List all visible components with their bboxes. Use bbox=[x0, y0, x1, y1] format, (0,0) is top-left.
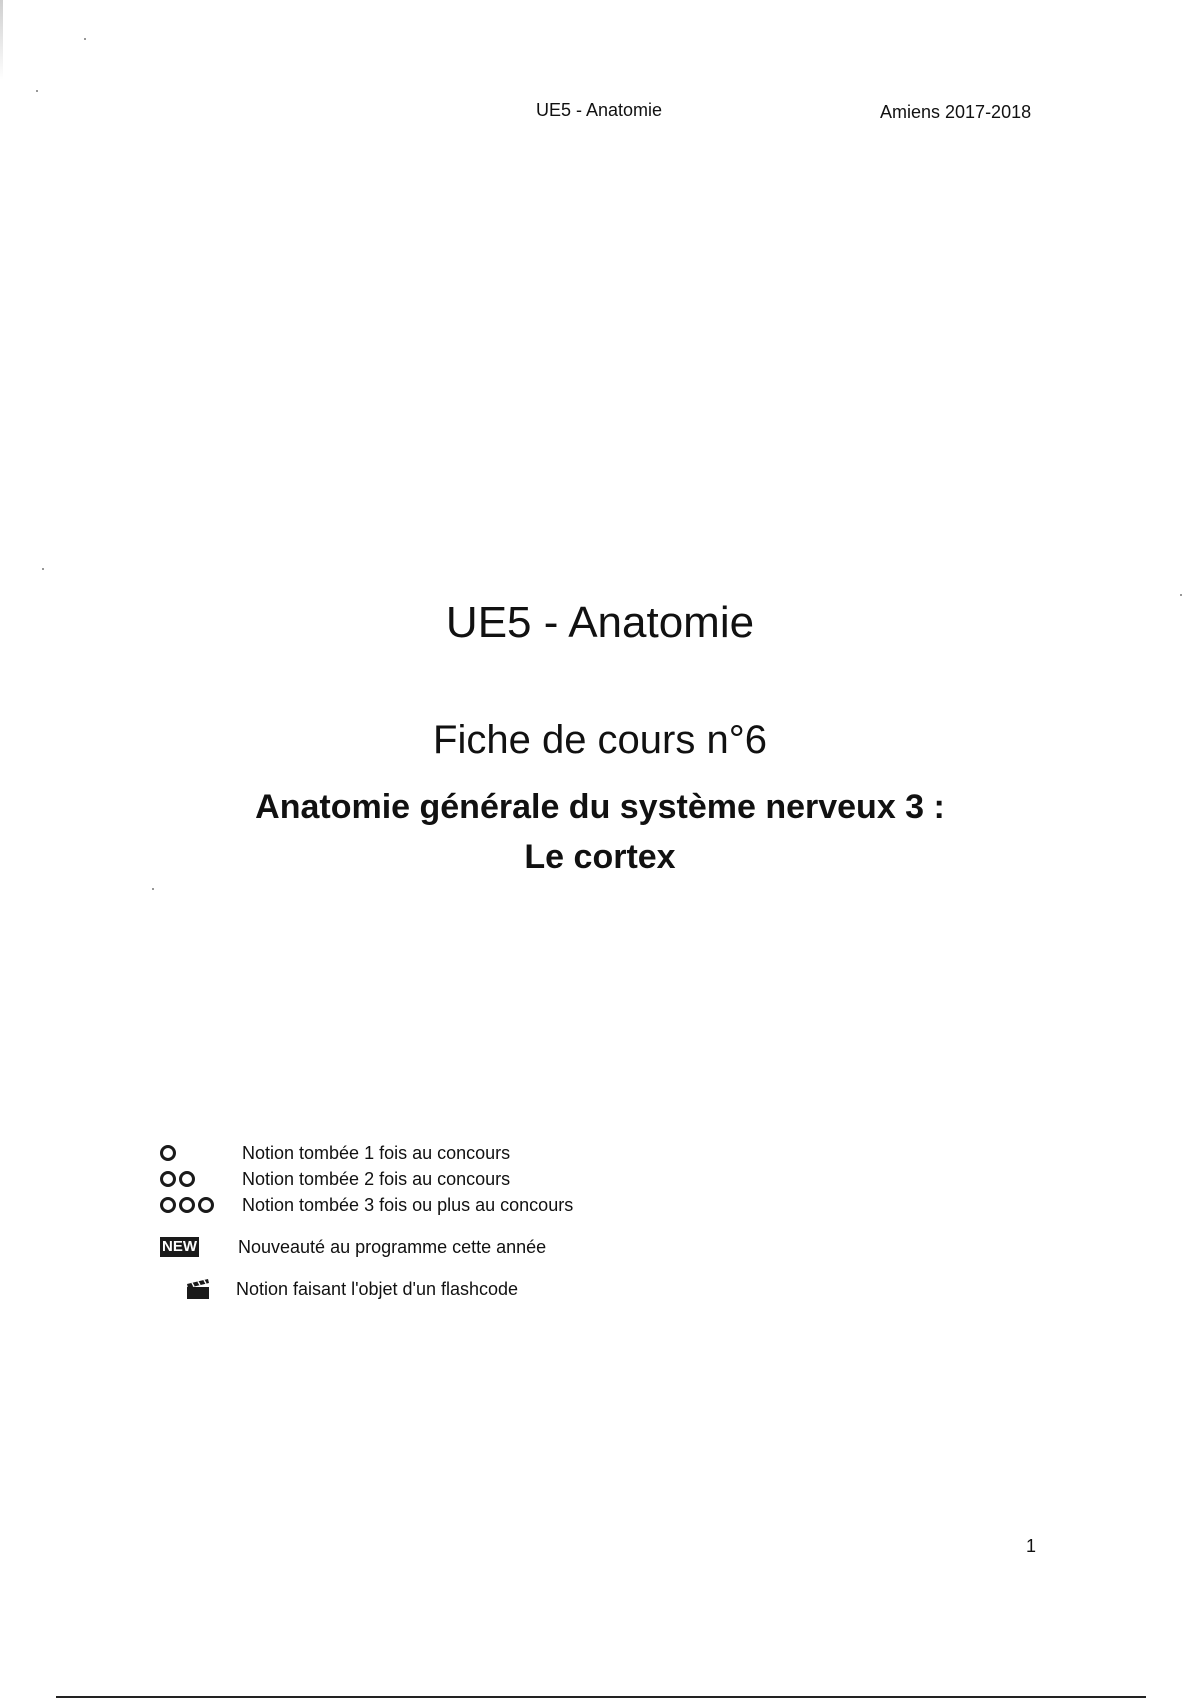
header-location-year: Amiens 2017-2018 bbox=[880, 102, 1032, 122]
scan-speck bbox=[152, 888, 154, 890]
header-course: UE5 - Anatomie bbox=[536, 100, 663, 120]
ring-icon bbox=[179, 1197, 195, 1213]
scan-speck bbox=[1180, 594, 1182, 596]
legend-symbol-two bbox=[160, 1171, 242, 1187]
legend-text-one: Notion tombée 1 fois au concours bbox=[242, 1142, 511, 1163]
subtitle-line-1: Anatomie générale du système nerveux 3 : bbox=[255, 788, 945, 826]
ring-icon bbox=[160, 1171, 176, 1187]
page-number: 1 bbox=[1026, 1536, 1037, 1556]
legend-row-one bbox=[160, 1140, 573, 1166]
legend-row-two bbox=[160, 1166, 573, 1192]
main-title: UE5 - Anatomie bbox=[445, 598, 755, 647]
scan-speck bbox=[42, 568, 44, 570]
bottom-rule bbox=[56, 1696, 1146, 1698]
subtitle-line-2: Le cortex bbox=[524, 838, 676, 876]
ring-icon bbox=[198, 1197, 214, 1213]
scan-edge bbox=[0, 0, 3, 80]
legend-text-new: Nouveauté au programme cette année bbox=[238, 1236, 547, 1257]
scan-speck bbox=[36, 90, 38, 92]
legend-row-new bbox=[160, 1234, 573, 1260]
ring-icon bbox=[160, 1197, 176, 1213]
legend-text-three: Notion tombée 3 fois ou plus au concours bbox=[242, 1194, 574, 1215]
subtitle bbox=[0, 782, 1200, 882]
legend-symbol-one bbox=[160, 1145, 242, 1161]
legend-symbol-three bbox=[160, 1197, 242, 1213]
legend bbox=[160, 1140, 573, 1302]
course-sheet-title: Fiche de cours n°6 bbox=[433, 718, 767, 762]
legend-row-three bbox=[160, 1192, 573, 1218]
ring-icon bbox=[160, 1145, 176, 1161]
legend-symbol-new bbox=[160, 1237, 242, 1257]
legend-symbol-flashcode bbox=[160, 1278, 242, 1300]
legend-text-two: Notion tombée 2 fois au concours bbox=[242, 1168, 511, 1189]
legend-text-flashcode: Notion faisant l'objet d'un flashcode bbox=[236, 1278, 519, 1299]
legend-row-flashcode bbox=[160, 1276, 573, 1302]
new-badge: NEW bbox=[162, 1238, 197, 1255]
ring-icon bbox=[179, 1171, 195, 1187]
scan-speck bbox=[84, 38, 86, 40]
clapperboard-icon bbox=[186, 1278, 212, 1300]
